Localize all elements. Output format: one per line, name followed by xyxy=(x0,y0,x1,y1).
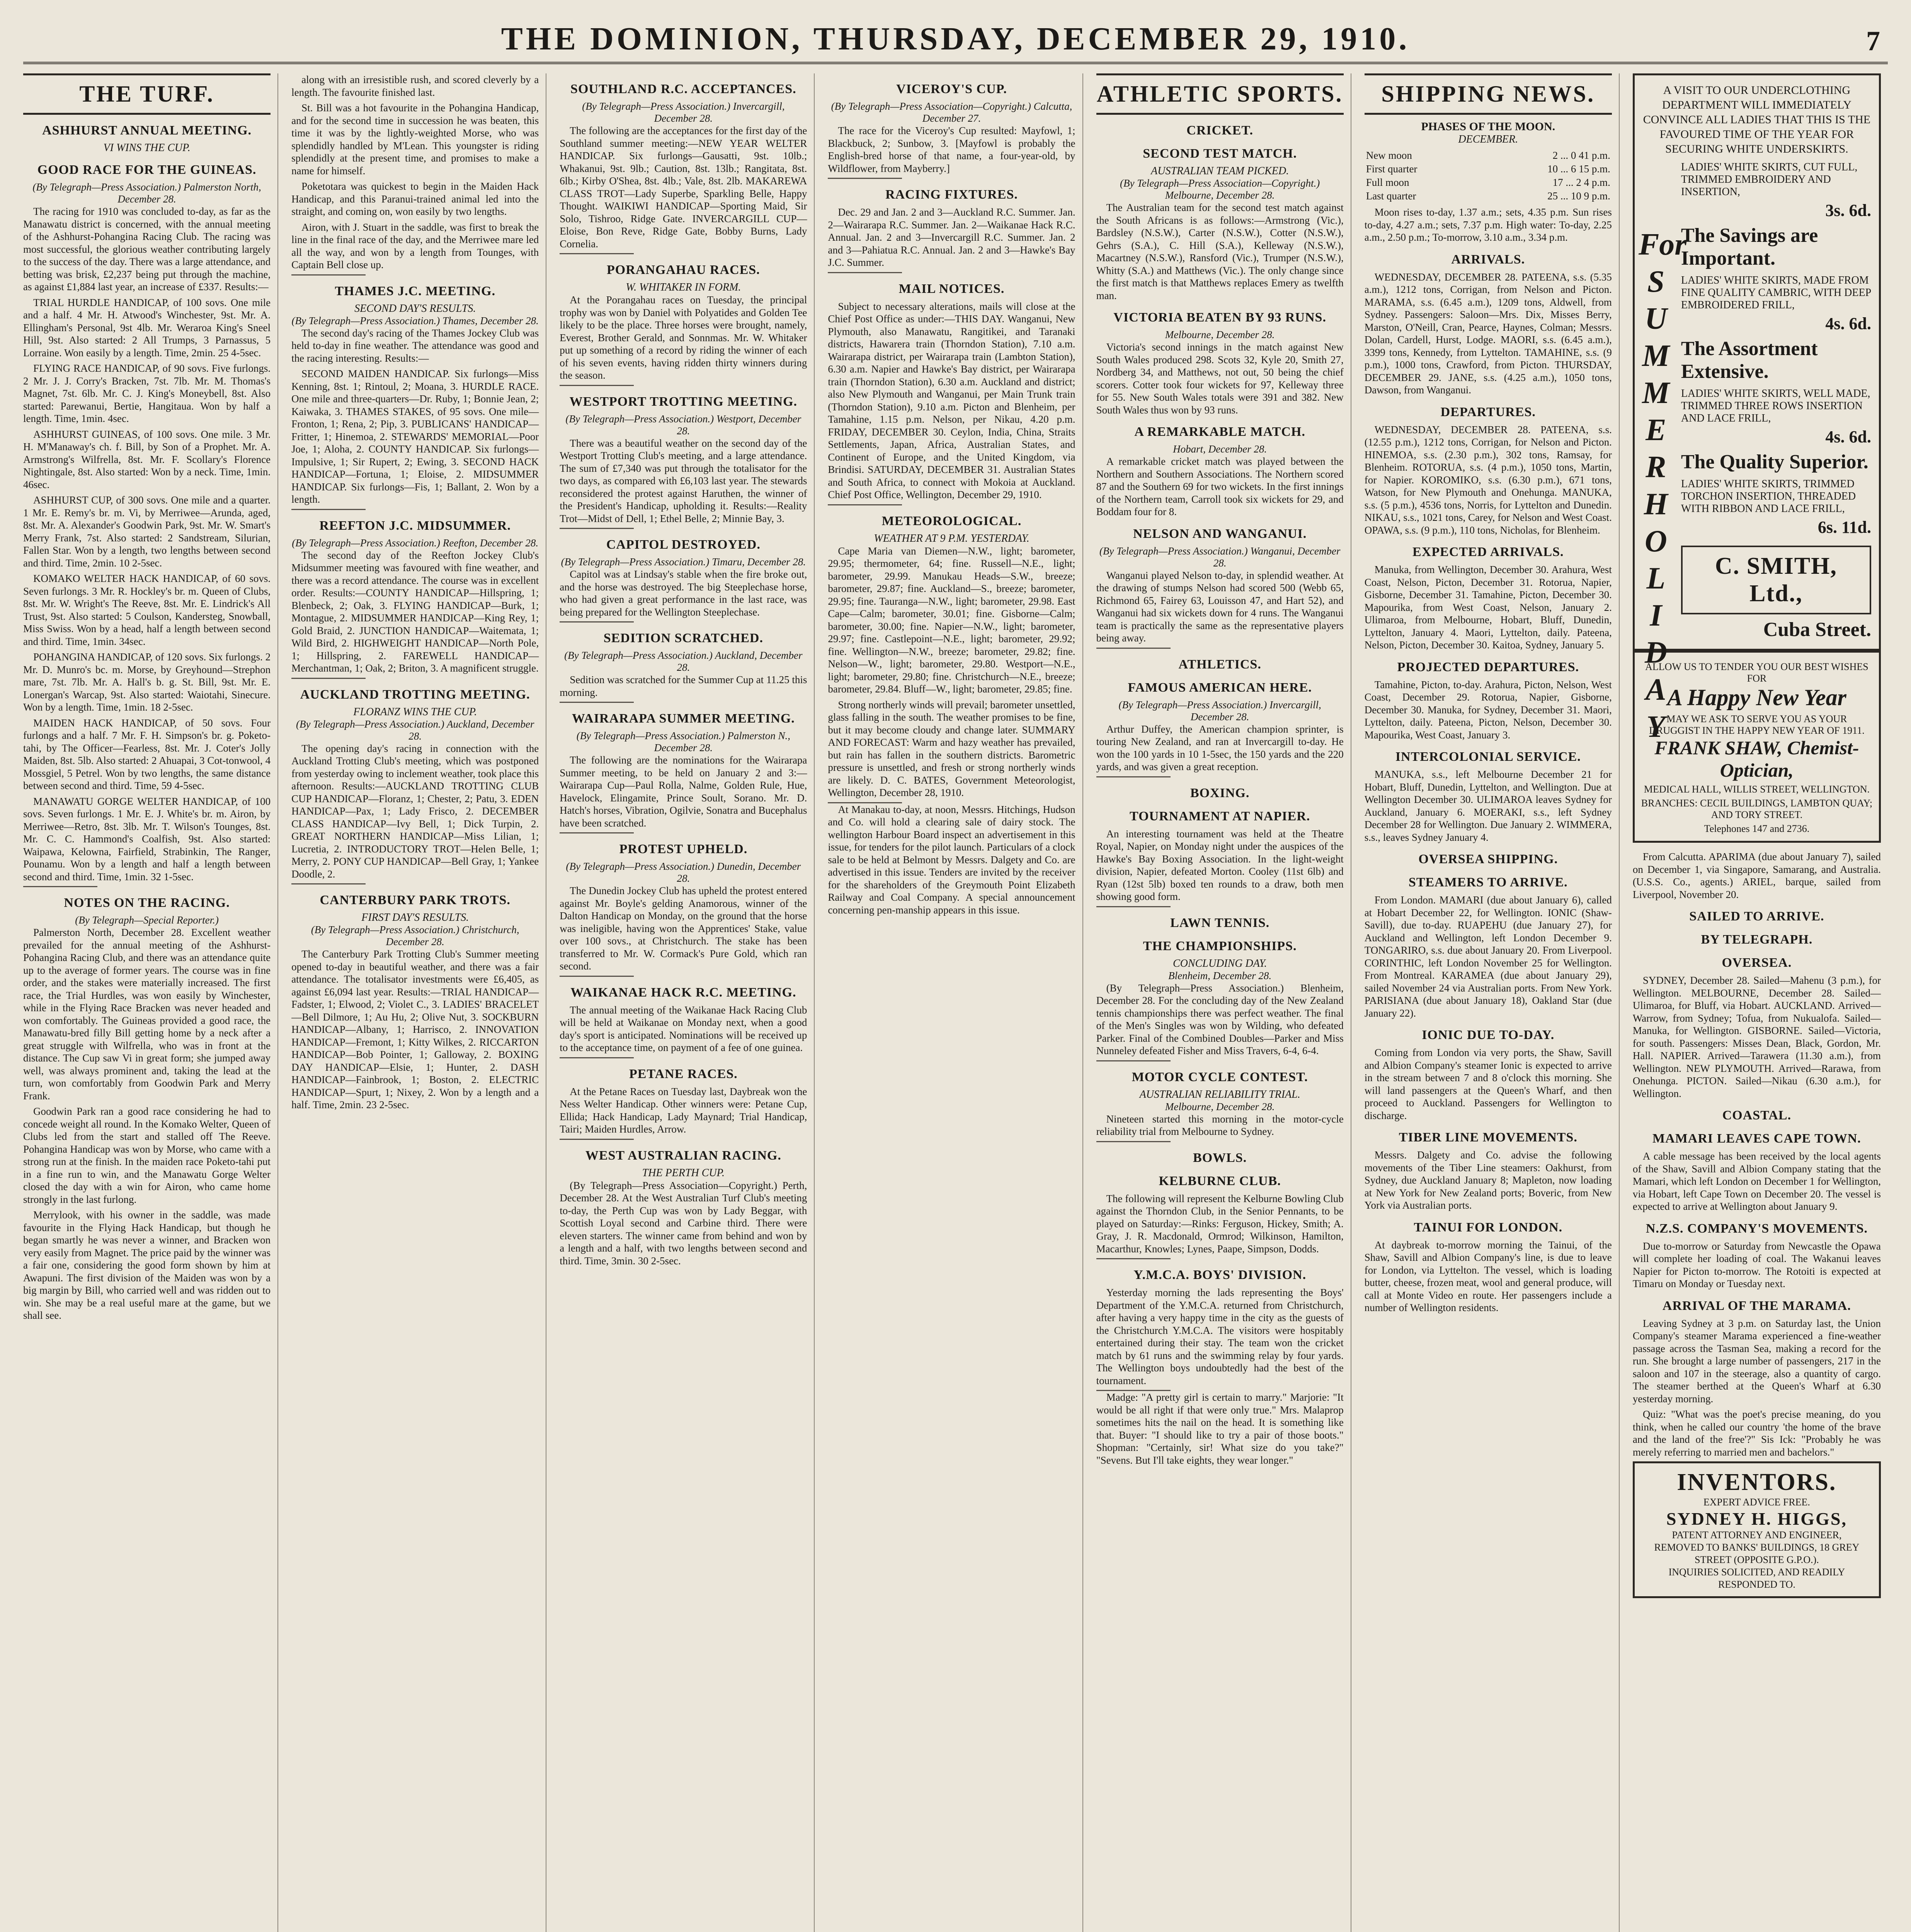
story-body: A cable message has been received by the local agents of the Shaw, Savill and Albion Company stating that the Mamari, which left London on December 1 for Wellington, via Hobart, left Cape Town on December 20. The vessel is expected to arrive at Wellington about January 9. xyxy=(1632,1150,1881,1212)
story-body: The following are the acceptances for the first day of the Southland summer meeting:—NEW YEAR WELTER HANDICAP. Six furlongs—Gausatti, 9st. 10lb.; Whakanui, 9st. 9lb.; Caution, 8st. 13lb.; Rangitata, 8st. 6lb.; Kirby O'Shea, 8st. 4lb.; Vale, 8st. 2lb. MAKAREWA CLASS TROT—Lady Superbe, Sparkling Belle, Happy Thought. WAIKIWI HANDICAP—Sporting Maid, Sir Solo, Tishroo, Ridge Gate. INVERCARGILL CUP—Eloise, Bon Reve, Ridge Gate, Bobby Burns, Lady Cornelia. xyxy=(560,125,807,250)
vertical-letter: L xyxy=(1646,561,1666,595)
story-headline: BOXING. xyxy=(1190,786,1250,800)
divider xyxy=(560,1057,634,1058)
story-dateline: Melbourne, December 28. xyxy=(1165,1100,1275,1112)
ad-firm-name: C. SMITH, Ltd., xyxy=(1681,546,1871,614)
race-result: KOMAKO WELTER HACK HANDICAP, of 60 sovs. Seven furlongs. 3 Mr. R. Hockley's br. m. Queen of Clubs, 8st. Mr. W. Wright's The Reeve, 8st. Mr. E. Lindrick's All Trust, 9st. Also started: 5 Coulson, Kandersteg, Snowball, Miss Swiss. Won by a head, half a length between second and third. Time, 1min. 34sec. xyxy=(23,573,271,647)
column-6 xyxy=(1365,73,1620,1932)
story-body: Poketotara was quickest to begin in the Maiden Hack Handicap, and this Paranui-trained animal led into the straight, and coming on, won easily by two lengths. xyxy=(291,180,539,217)
story-body: Due to-morrow or Saturday from Newcastle the Opawa will complete her loading of coal. The Wakanui leaves Napier for Picton to-morrow. The Rotoiti is expected at Timaru on Monday or Tuesday next. xyxy=(1632,1240,1881,1289)
story-headline: RACING FIXTURES. xyxy=(885,187,1018,202)
race-result: FLYING RACE HANDICAP, of 90 sovs. Five furlongs. 2 Mr. J. J. Corry's Bracken, 7st. 7lb. Mr. M. Thomas's Magnet, 7st. 6lb. Mr. C. J. King's Moneybell, 8st. Also started: Parewanui, Bertie, Hangitaua. Won by half a length. Time, 1min. 4sec. xyxy=(23,362,271,424)
phase-cell: 17 ... 2 4 p.m. xyxy=(1552,177,1610,188)
ad-tagline: The Savings are Important. xyxy=(1681,224,1818,269)
vertical-letter: I xyxy=(1650,599,1662,633)
story-body: WEDNESDAY, DECEMBER 28. PATEENA, s.s. (5.35 a.m.), 1212 tons, Corrigan, from Nelson and Picton. MARAMA, s.s. (6.45 a.m.), 1209 tons, Aldwell, from Sydney. Passengers: Saloon—Mrs. Dix, Misses Berry, Marston, O'Neill, Cran, Pearce, Haynes, Colman; Messrs. Dolan, Cardell, Hurst, Lodge. MAORI, s.s. (6.45 a.m.), 3399 tons, Kennedy, from Lyttelton. TAMAHINE, s.s. (9 p.m.), 1000 tons, Crawford, from Picton. THURSDAY, DECEMBER 29. JANE, s.s. (4.25 a.m.), 1050 tons, Dawson, from Wanganui. xyxy=(1364,271,1612,396)
divider xyxy=(1096,776,1171,777)
ad-item-text: LADIES' WHITE SKIRTS, MADE FROM FINE QUALITY CAMBRIC, WITH DEEP EMBROIDERED FRILL, xyxy=(1681,274,1871,311)
ad-price: 4s. 6d. xyxy=(1825,427,1871,446)
story-subheadline: CONCLUDING DAY. xyxy=(1173,957,1267,969)
divider xyxy=(291,678,366,679)
phase-cell: Last quarter xyxy=(1366,190,1416,202)
vertical-letter: U xyxy=(1644,302,1667,336)
vertical-letter: H xyxy=(1644,487,1668,521)
story-body: Goodwin Park ran a good race considering he had to concede weight all round. In the Komako Welter, Queen of Clubs led from the start and stalled off The Reeve. Pohangina Handicap was won by Morse, who came with a strong run at the finish. In the maiden race Poketo-tahi put in a fine run to win, and the Manawatu Gorge Welter closed the day with a win for Airon, who came home strongly in the last furlong. xyxy=(23,1105,271,1205)
phases-heading: PHASES OF THE MOON. xyxy=(1421,120,1555,133)
story-dateline: (By Telegraph—Press Association.) Wanganui, December 28. xyxy=(1099,545,1341,569)
masthead xyxy=(23,15,1888,64)
story-headline: FAMOUS AMERICAN HERE. xyxy=(1128,680,1312,695)
phase-cell: 25 ... 10 9 p.m. xyxy=(1547,190,1610,202)
story-body: The following are the nominations for the Wairarapa Summer meeting, to be held on January 2 and 3:—Wairarapa Cup—Paul Rolla, Nalme, Golden Rule, Hue, Havelock, Elingamite, Prince Soult, Sorano. Mr. D. Hatch's horses, Vibration, Ogilvie, Sonatra and Bucephalus have been scratched. xyxy=(560,754,807,829)
divider xyxy=(560,832,634,833)
story-body: St. Bill was a hot favourite in the Pohangina Handicap, and for the second time in succession he was beaten, this time it was by the lightly-weighted Morse, who was splendidly handled by M'Lean. This youngster is riding splendidly at the present time, and promises to make a name for himself. xyxy=(291,102,539,177)
story-headline: MAIL NOTICES. xyxy=(898,281,1005,296)
race-result: ASHHURST CUP, of 300 sovs. One mile and a quarter. 1 Mr. E. Remy's br. m. Vi, by Merriwee—Arunda, aged, 8st. Mr. A. Alexander's Goodwin Park, 9st. Mr. W. Smart's Merry Frank, 7st. Also started: 2 Sandstream, Silurian, Fallen Star. Won by a length, two lengths between second and third. Time, 2min. 10 2-5sec. xyxy=(23,494,271,569)
page-number: 7 xyxy=(1866,26,1880,56)
story-headline: KELBURNE CLUB. xyxy=(1159,1173,1281,1188)
column-4 xyxy=(828,73,1083,1932)
story-headline: VICEROY'S CUP. xyxy=(896,82,1007,96)
divider xyxy=(1096,906,1171,907)
story-body: Messrs. Dalgety and Co. advise the following movements of the Tiber Line steamers: Oakhurst, from Sydney, due Auckland January 8; Mapleton, now loading at New York for New Zealand ports; Boveric, from New York via Australian ports. xyxy=(1364,1149,1612,1211)
column-2 xyxy=(291,73,546,1932)
story-headline: A REMARKABLE MATCH. xyxy=(1134,425,1305,439)
vertical-letter: A xyxy=(1646,673,1666,707)
story-dateline: (By Telegraph—Press Association.) Timaru, December 28. xyxy=(561,556,806,568)
race-result: TRIAL HURDLE HANDICAP, of 100 sovs. One mile and a half. 4 Mr. H. Atwood's Winchester, 9st. Mr. A. Ellingham's Personal, 9st 4lb. Mr. Weraroa King's Sneel Hill, 9st. Also started: 2 All Trumps, 3 Parnassus, 5 Lorraine. Won easily by a length. Time, 2min. 25 4-5sec. xyxy=(23,296,271,359)
story-headline: PROTEST UPHELD. xyxy=(619,842,748,856)
story-dateline: (By Telegraph—Press Association—Copyright.) Melbourne, December 28. xyxy=(1120,177,1320,201)
story-dateline: (By Telegraph—Press Association.) Auckland, December 28. xyxy=(564,650,803,673)
column-5 xyxy=(1096,73,1351,1932)
story-body: Leaving Sydney at 3 p.m. on Saturday last, the Union Company's steamer Marama experienced a fine-weather passage across the Tasman Sea, making a record for the run. She brought a large number of passengers, 217 in the saloon and 107 in the steerage, also a quantity of cargo. The steamer berthed at the Queen's Wharf at 6.30 yesterday morning. xyxy=(1632,1317,1881,1405)
story-dateline: (By Telegraph—Press Association.) Palmerston N., December 28. xyxy=(576,730,790,753)
story-body: Merrylook, with his owner in the saddle, was made favourite in the Flying Hack Handicap, but though he began smartly he was never a winner, and Bracken won very easily from Magnet. The price paid by the winner was a fair one, considering the good form shown by him at Awapuni. The first division of the Maiden was won by a big margin by Bill, who carried well and was ridden out to win. She may be a real useful mare at the game, but we shall see. xyxy=(23,1209,271,1321)
story-body: The second day of the Reefton Jockey Club's Midsummer meeting was favoured with fine weather, and there was a record attendance. The course was in excellent order. Results:—COUNTY HANDICAP—Hillspring, 1; Blenbeck, 2; Oak, 3. FLYING HANDICAP—Burk, 1; Montague, 2. MIDSUMMER HANDICAP—King Rey, 1; Gold Braid, 2. JUNCTION HANDICAP—Waitemata, 1; Wild Bird, 2. HIGHWEIGHT HANDICAP—North Pole, 1; Hillspring, 2. FAREWELL HANDICAP—Merchantman, 1; Oak, 2; Briton, 3. A magnificent struggle. xyxy=(291,549,539,674)
story-body: along with an irresistible rush, and scored cleverly by a length. The favourite finished last. xyxy=(291,74,539,98)
story-dateline: (By Telegraph—Press Association.) Palmerston North, December 28. xyxy=(32,181,261,205)
divider xyxy=(828,178,902,179)
phase-row xyxy=(1365,176,1612,189)
story-headline: PROJECTED DEPARTURES. xyxy=(1397,660,1579,674)
story-body: There was a beautiful weather on the second day of the Westport Trotting Club's meeting, and a large attendance. The sum of £7,340 was put through the totalisator for the two days, as compared with £6,103 last year. The stewards reconsidered the protest against Haruthen, the winner of the President's Handicap, upholding it. Results:—Reality Trot—Midst of Dell, 1; Ethel Belle, 2; Minnie Bay, 3. xyxy=(560,437,807,524)
ad-price: 3s. 6d. xyxy=(1825,201,1871,220)
story-subheadline: FLORANZ WINS THE CUP. xyxy=(353,706,477,718)
ad-item-text: LADIES' WHITE SKIRTS, CUT FULL, TRIMMED EMBROIDERY AND INSERTION, xyxy=(1681,161,1858,198)
story-body: Strong northerly winds will prevail; barometer unsettled, glass falling in the south. The weather promises to be fine, but it may become cloudy and change later. SUMMARY AND FORECAST: Warm and hazy weather has prevailed, but rain has fallen in the southern districts. Barometric pressure is unsettled, and fresh or strong northerly winds are likely. D. C. BATES, Government Meteorologist, Wellington, December 28, 1910. xyxy=(828,699,1075,798)
story-body: Sedition was scratched for the Summer Cup at 11.25 this morning. xyxy=(560,674,807,698)
story-body: A remarkable cricket match was played between the Northern and Southern Associations. The Northern scored 87 and the Southern 69 for two wickets. In the first innings of the Northern team, Carroll took six wickets for 29, and Boddam four for 8. xyxy=(1096,456,1344,517)
story-headline: TIBER LINE MOVEMENTS. xyxy=(1399,1130,1577,1145)
story-body: SYDNEY, December 28. Sailed—Mahenu (3 p.m.), for Wellington. MELBOURNE, December 28. Sailed—Ulimaroa, for Bluff, via Hobart. AUCKLAND. Arrived—Warrow, from Sydney; Tofua, from Nukualofa. Sailed—Manuka, for Wellington. GISBORNE. Sailed—Victoria, for south. Passengers: Misses Dean, Black, Gordon, Mr. Hall. NAPIER. Arrived—Tarawera (11.30 a.m.), from Wellington. NEW PLYMOUTH. Arrived—Rarawa, from Onehunga. PICTON. Sailed—Nikau (6.30 a.m.), for Wellington. xyxy=(1632,975,1881,1099)
phase-cell: New moon xyxy=(1366,150,1412,161)
story-headline: OVERSEA. xyxy=(1722,956,1792,970)
story-headline: GOOD RACE FOR THE GUINEAS. xyxy=(37,163,257,177)
divider xyxy=(560,528,634,529)
ad-line: EXPERT ADVICE FREE. xyxy=(1703,1497,1810,1508)
story-headline: IONIC DUE TO-DAY. xyxy=(1422,1028,1555,1042)
story-headline: TOURNAMENT AT NAPIER. xyxy=(1130,809,1310,823)
divider xyxy=(560,385,634,386)
story-headline: BY TELEGRAPH. xyxy=(1701,932,1813,947)
story-body: Tamahine, Picton, to-day. Arahura, Picton, Nelson, West Coast, December 29. Rotorua, Napier, Gisborne, December 30. Manuka, for Sydney, December 31. Maori, Lyttelton, daily. Pateena, Picton, Nelson, December 30. Mapourika, West Coast, January 3. xyxy=(1364,679,1612,741)
story-body: MANUKA, s.s., left Melbourne December 21 for Hobart, Bluff, Dunedin, Lyttelton, and Wellington. Due at Wellington December 30. ULIMAROA leaves Sydney for Auckland, January 6. MOERAKI, s.s., left Sydney December 28 for Wellington. Due January 2. WIMMERA, s.s., leaves Sydney January 4. xyxy=(1364,769,1612,843)
story-body: The following will represent the Kelburne Bowling Club against the Thorndon Club, in the Senior Pennants, to be played on Saturday:—Rinks: Ferguson, Hickey, Smith; A. Gray, J. R. Macdonald, Ormrod; Wilkinson, Hamilton, Macarthur, Knowles; Lynes, Paape, Simpson, Dodds. xyxy=(1096,1192,1344,1255)
story-headline: INTERCOLONIAL SERVICE. xyxy=(1395,750,1581,764)
story-dateline: (By Telegraph—Press Association.) Westport, December 28. xyxy=(565,413,801,437)
divider xyxy=(828,504,902,505)
story-subheadline: VI WINS THE CUP. xyxy=(103,142,191,154)
story-body: (By Telegraph—Press Association—Copyright.) Perth, December 28. At the West Australian Turf Club's meeting to-day, the Perth Cup was won by Lady Beggar, with Scottish Loyal second and Carbine third. There were eleven starters. The winner came from behind and won by a length and a half, with two lengths between second and third. Time, 3min. 30 2-5sec. xyxy=(560,1179,807,1267)
story-headline: THE CHAMPIONSHIPS. xyxy=(1143,939,1297,953)
divider xyxy=(1096,1258,1171,1259)
phase-cell: 2 ... 0 41 p.m. xyxy=(1552,150,1610,161)
divider xyxy=(560,976,634,977)
ad-headline: A Happy New Year xyxy=(1667,685,1846,710)
story-body: Madge: "A pretty girl is certain to marry." Marjorie: "It would be all right if that were only true." Mrs. Malaprop sometimes hits the nail on the head. It is something like that. Buyer: "I should like to try a pair of those boots." Shopman: "Certainly, sir! What size do you take?" "Sevens. But I'll take eights, they wear longer." xyxy=(1096,1391,1344,1466)
ad-lead-text: A VISIT TO OUR UNDERCLOTHING DEPARTMENT WILL IMMEDIATELY CONVINCE ALL LADIES THAT THIS IS THE FAVOURED TIME OF THE YEAR FOR SECURING WHITE UNDERSKIRTS. xyxy=(1643,84,1871,155)
ad-phone: Telephones 147 and 2736. xyxy=(1704,823,1810,834)
ad-sub-line: MAY WE ASK TO SERVE YOU AS YOUR DRUGGIST IN THE HAPPY NEW YEAR OF 1911. xyxy=(1649,713,1865,736)
story-headline: METEOROLOGICAL. xyxy=(881,514,1022,528)
ad-firm-street: Cuba Street. xyxy=(1763,619,1871,641)
ad-vertical-text xyxy=(1638,226,1687,745)
moon-phases-table xyxy=(1365,149,1612,203)
story-headline: VICTORIA BEATEN BY 93 RUNS. xyxy=(1113,310,1326,325)
advertisement-inventors xyxy=(1633,1461,1881,1598)
phase-row xyxy=(1365,189,1612,203)
vertical-letter: O xyxy=(1644,524,1667,558)
story-dateline: (By Telegraph—Press Association.) Reefton, December 28. xyxy=(292,537,539,549)
masthead-title: THE DOMINION, THURSDAY, DECEMBER 29, 1910. xyxy=(501,20,1410,57)
story-headline: ATHLETICS. xyxy=(1178,657,1261,672)
story-headline: CAPITOL DESTROYED. xyxy=(606,537,761,552)
ad-item-text: LADIES' WHITE SKIRTS, WELL MADE, TRIMMED THREE ROWS INSERTION AND LACE FRILL, xyxy=(1681,388,1870,424)
section-title-athletic: ATHLETIC SPORTS. xyxy=(1096,73,1344,115)
phase-row xyxy=(1365,162,1612,176)
story-body: (By Telegraph—Press Association.) Blenheim, December 28. For the concluding day of the New Zealand tennis championships there was perfect weather. The final of the Men's Singles was won by Wilding, who defeated Parker. Final of the Combined Doubles—Parker and Miss Nunneley defeated Fisher and Miss Travers, 6-4, 6-4. xyxy=(1096,982,1344,1056)
story-subheadline: SECOND DAY'S RESULTS. xyxy=(354,302,476,315)
story-body: Cape Maria van Diemen—N.W., light; barometer, 29.95; thermometer, 64; fine. Russell—N.E., light; barometer, 29.99. Manukau Heads—S.W., breeze; barometer, 29.87; fine. Auckland—S., breeze; barometer, 29.95; fine. Tauranga—N.W., light; barometer, 29.98. East Cape—Calm; barometer, 30.01; fine. Gisborne—Calm; barometer, 30.00; fine. Napier—N.W., light; barometer, 29.97; fine. Castlepoint—N.E., light; barometer, 29.92; fine. Wellington—N.W., breeze; barometer, 29.82; fine. Nelson—W., light; barometer, 29.80. Westport—N.E., light; barometer, 29.80; fine. Christchurch—N.E., breeze; barometer, 29.84. Bluff—W., light; barometer, 29.85; fine. xyxy=(828,545,1075,695)
story-body: Coming from London via very ports, the Shaw, Savill and Albion Company's steamer Ionic is expected to arrive in the stream between 7 and 8 o'clock this morning. She will land passengers at the Queen's Wharf, and then proceed to Auckland. Passengers for Wellington to discharge. xyxy=(1364,1047,1612,1121)
divider xyxy=(291,883,366,884)
story-headline: TAINUI FOR LONDON. xyxy=(1414,1220,1563,1235)
story-headline: EXPECTED ARRIVALS. xyxy=(1412,545,1564,559)
race-result: POHANGINA HANDICAP, of 120 sovs. Six furlongs. 2 Mr. D. Munro's bc. m. Morse, by Greyhound—Strephon mare, 7st. 7lb. Mr. A. Hall's b. g. St. Bill, 9st. Mr. E. Lonergan's Warcap, 9st. Also started: Waiotahi, Sinecure. Won by a length. Time, 1min. 18 2-5sec. xyxy=(23,651,271,713)
story-body: The opening day's racing in connection with the Auckland Trotting Club's meeting, which was postponed from yesterday owing to inclement weather, took place this afternoon. Results:—AUCKLAND TROTTING CLUB CUP HANDICAP—Floranz, 1; Chester, 2; Patu, 3. EDEN HANDICAP—Pax, 1; Lady Frisco, 2. DECEMBER CLASS HANDICAP—Ivy Bell, 1; Dick Turpin, 2. GREAT NORTHERN HANDICAP—Miss Lilian, 1; Lucretia, 2. INTRODUCTORY TROT—Helen Belle, 1; Merry, 2. PONY CUP HANDICAP—Bell Gray, 1; Yankee Doodle, 2. xyxy=(291,742,539,880)
divider xyxy=(291,274,366,276)
story-headline: Y.M.C.A. BOYS' DIVISION. xyxy=(1133,1268,1307,1282)
story-subheadline: FIRST DAY'S RESULTS. xyxy=(361,912,469,923)
ad-line: PATENT ATTORNEY AND ENGINEER, xyxy=(1672,1529,1842,1541)
story-headline: NOTES ON THE RACING. xyxy=(64,896,230,910)
story-body: From London. MAMARI (due about January 6), called at Hobart December 22, for Wellington. IONIC (Shaw-Savill), due to-day. RUAPEHU (due January 27), for Auckland and Wellington, left London December 9. TONGARIRO, s.s. due about January 20. From Liverpool. CORINTHIC, left London November 25 for Wellington. From Montreal. KARAMEA (due about January 29), sailed November 24 via Australian ports. From New York. PARISIANA (due about January 18), Oakland Star (due January 22). xyxy=(1364,894,1612,1019)
ad-item-text: LADIES' WHITE SKIRTS, TRIMMED TORCHON INSERTION, THREADED WITH RIBBON AND LACE FRILL, xyxy=(1681,478,1856,515)
divider xyxy=(828,272,902,273)
race-result: ASHHURST GUINEAS, of 100 sovs. One mile. 3 Mr. H. M'Manaway's ch. f. Bill, by Son of a Prophet. Mr. A. Armstrong's Wilfrella, 8st. Mr. F. Scollary's Florence Nightingale, 8st. Also started: Won by a neck. Time, 1min. 46sec. xyxy=(23,428,271,490)
story-body: WEDNESDAY, DECEMBER 28. PATEENA, s.s. (12.55 p.m.), 1212 tons, Corrigan, for Nelson and Picton. HINEMOA, s.s. (2.30 p.m.), 302 tons, Ramsay, for Blenheim. ROTORUA, s.s. (4 p.m.), 1050 tons, Martin, for Napier. KOROMIKO, s.s. (6.30 p.m.), 671 tons, Watson, for New Plymouth and Onehunga. MANUKA, s.s. (5 p.m.), 4536 tons, Norris, for Lyttelton and Dunedin. NIKAU, s.s., 1021 tons, Carey, for Nelson and West Coast. OPAWA, s.s. (9 p.m.), 110 tons, Nicholas, for Blenheim. xyxy=(1364,423,1612,536)
story-body: At the Petane Races on Tuesday last, Daybreak won the Ness Welter Handicap. Other winners were: Petane Cup, Ellida; Hack Handicap, Lady Maynard; Trial Handicap, Tairi; Maiden Hurdles, Arrow. xyxy=(560,1085,807,1135)
divider xyxy=(1096,1141,1171,1142)
story-headline: ARRIVAL OF THE MARAMA. xyxy=(1662,1298,1851,1313)
phase-row xyxy=(1365,149,1612,162)
ad-price: 6s. 11d. xyxy=(1817,518,1871,537)
story-body: Capitol was at Lindsay's stable when the fire broke out, and the horse was destroyed. The big Steeplechase horse, who had given a great performance in the last race, was being prepared for the Wellington Steeplechase. xyxy=(560,568,807,618)
story-headline: SOUTHLAND R.C. ACCEPTANCES. xyxy=(570,82,796,96)
story-body: Wanganui played Nelson to-day, in splendid weather. At the drawing of stumps Nelson had scored 500 (Webb 65, Richmond 65, Fairey 63, Louisson 47, and Hart 52), and Wanganui had six wickets down for 4 runs. The Wanganui team is practically the same as the representative players being away. xyxy=(1096,569,1344,644)
vertical-letter: M xyxy=(1642,376,1670,410)
divider xyxy=(560,253,634,254)
story-body: An interesting tournament was held at the Theatre Royal, Napier, on Monday night under the auspices of the Hawke's Bay Boxing Association. In the light-weight division, Napier, defeated Morton. Cooley (11st 6lb) and Ryan (12st 5lb) boxed ten rounds to a draw, both men showing good form. xyxy=(1096,828,1344,902)
story-headline: WAIKANAE HACK R.C. MEETING. xyxy=(570,985,796,1000)
story-dateline: Blenheim, December 28. xyxy=(1168,969,1272,981)
story-headline: SEDITION SCRATCHED. xyxy=(603,631,763,645)
story-headline: OVERSEA SHIPPING. xyxy=(1418,852,1558,866)
story-headline: DEPARTURES. xyxy=(1440,405,1536,419)
story-dateline: (By Telegraph—Press Association.) Invercargill, December 28. xyxy=(582,100,785,124)
story-subheadline: WEATHER AT 9 P.M. YESTERDAY. xyxy=(874,532,1030,544)
story-dateline: Melbourne, December 28. xyxy=(1165,329,1275,340)
story-body: The second day's racing of the Thames Jockey Club was held to-day in fine weather. The attendance was good and the racing interesting. Results:— xyxy=(291,327,539,364)
story-headline: CANTERBURY PARK TROTS. xyxy=(320,893,511,907)
story-headline: SAILED TO ARRIVE. xyxy=(1689,909,1824,923)
story-body: The racing for 1910 was concluded to-day, as far as the Manawatu district is concerned, with the annual meeting of the Ashhurst-Pohangina Racing Club. The racing was most successful, the glorious weather contributing largely to the success of the day. There was a large attendance, and betting was brisk, £2,237 being put through the machine, as against £1,884 last year, an increase of £337. Results:— xyxy=(23,206,271,293)
story-body: Palmerston North, December 28. Excellent weather prevailed for the annual meeting of the Ashhurst-Pohangina Racing Club, and there was an attendance quite up to the average of former years. The course was in fine order, and the stakes were materially increased. The first race, the Trial Hurdles, was won easily by Winchester, while in the Flying Race Bracken was never headed and won comfortably. The Guineas provided a good race, the Manawatu-bred filly Bill getting home by a neck after a great struggle with Wilfrella, who was in front at the distance. The Cup saw Vi in great form; she jumped away well, was always prominent and, taking the lead at the turn, won comfortably from Goodwin Park and Merry Frank. xyxy=(23,927,271,1102)
story-subheadline: THE PERTH CUP. xyxy=(642,1167,725,1179)
story-headline: MOTOR CYCLE CONTEST. xyxy=(1132,1070,1308,1084)
ad-headline: INVENTORS. xyxy=(1677,1469,1837,1495)
story-body: Arthur Duffey, the American champion sprinter, is touring New Zealand, and ran at Invercargill to-day. He won the 100 yards in 10 1-5sec, the 150 yards and the 220 yards, and was given a great reception. xyxy=(1096,723,1344,772)
vertical-letter: M xyxy=(1642,339,1670,373)
story-headline: COASTAL. xyxy=(1722,1108,1792,1122)
story-headline: ARRIVALS. xyxy=(1451,252,1525,267)
race-result: MAIDEN HACK HANDICAP, of 50 sovs. Four furlongs and a half. 7 Mr. F. H. Simpson's br. g. Poketo-tahi, by The Officer—Fearless, 8st. Mr. J. Coter's Jolly Maiden, 8st. 5lb. Also started: 2 Ahuapai, 3 Cot-tonwool, 4 Mossgiel, 5 Petrel. Won by two lengths, the same distance between second and third. Time, 59 4-5sec. xyxy=(23,717,271,791)
divider xyxy=(23,886,97,887)
story-body: Airon, with J. Stuart in the saddle, was first to break the line in the final race of the day, and the Merriwee mare led all the way, and won by a length from Tounges, with Captain Bell close up. xyxy=(291,221,539,270)
ad-tagline: The Assortment Extensive. xyxy=(1681,338,1818,383)
story-body: The Dunedin Jockey Club has upheld the protest entered against Mr. Boyle's gelding Anamorous, winner of the Dalton Handicap on Monday, on the ground that the horse was ineligible, having won the Apprentices' Stake, value over 100 sovs., at Christchurch. The stake has been transferred to Mr. W. Cormack's Pure Gold, which ran second. xyxy=(560,885,807,972)
phase-cell: First quarter xyxy=(1366,163,1418,175)
story-dateline: (By Telegraph—Press Association.) Christchurch, December 28. xyxy=(311,924,519,947)
story-headline: LAWN TENNIS. xyxy=(1170,915,1270,930)
story-subheadline: W. WHITAKER IN FORM. xyxy=(626,281,741,293)
story-body: The annual meeting of the Waikanae Hack Racing Club will be held at Waikanae on Monday next, when a good day's sport is anticipated. Nominations will be received up to the acceptance time, on payment of a fee of one guinea. xyxy=(560,1004,807,1053)
story-body: Subject to necessary alterations, mails will close at the Chief Post Office as under:—THIS DAY. Wanganui, New Plymouth, also Manawatu, Rangitikei, and Taranaki districts, Hawarera train (Thorndon Station), 7.10 a.m. Wairarapa district, per Wairarapa train (Lambton Station), 6.30 a.m. Napier and Hawke's Bay district, per Wairarapa train (Thorndon Station), 6.30 a.m. Auckland and district; also New Plymouth and Wanganui, per Main Trunk train (Thorndon Station), 9.10 a.m. Picton and Blenheim, per Tamahine, 1.15 p.m. Nelson, per Nikau, 4.20 p.m. FRIDAY, DECEMBER 30. Ceylon, India, China, Straits Settlements, Japan, Africa, Australian States, and Continent of Europe, and the United Kingdom, via Brindisi. SATURDAY, DECEMBER 31. Australian States and South Africa, to connect with Mokoia at Auckland. Chief Post Office, Wellington, December 29, 1910. xyxy=(828,300,1075,500)
story-headline: CRICKET. xyxy=(1186,123,1253,138)
story-body: Dec. 29 and Jan. 2 and 3—Auckland R.C. Summer. Jan. 2—Wairarapa R.C. Summer. Jan. 2—Waikanae Hack R.C. Annual. Jan. 2 and 3—Invercargill R.C. Summer. Jan. 2 and 3—Pahiatua R.C. Annual. Jan. 2 and 3—Hawke's Bay J.C. Summer. xyxy=(828,206,1075,268)
story-headline: ASHHURST ANNUAL MEETING. xyxy=(42,123,252,138)
tide-info: Moon rises to-day, 1.37 a.m.; sets, 4.35 p.m. Sun rises to-day, 4.27 a.m.; sets, 7.37 p.m. High water: To-day, 2.25 a.m., 2.50 p.m.; To-morrow, 3.10 a.m., 3.34 p.m. xyxy=(1364,206,1612,243)
story-headline: AUCKLAND TROTTING MEETING. xyxy=(300,687,530,702)
ad-line: INQUIRIES SOLICITED, AND READILY RESPONDED TO. xyxy=(1668,1566,1845,1590)
story-body: Manuka, from Wellington, December 30. Arahura, West Coast, Nelson, Picton, December 31. Rotorua, Napier, Gisborne, December 31. Tamahine, Picton, December 30. Mapourika, from West Coast, Nelson, January 2. Ulimaroa, from Melbourne, Hobart, Bluff, Dunedin, Lyttelton, January 4. Maori, Lyttelton, daily. Pateena, Nelson, Picton, December 30. Kaitoa, Sydney, January 5. xyxy=(1364,564,1612,651)
story-body: At Manakau to-day, at noon, Messrs. Hitchings, Hudson and Co. will hold a clearing sale of dairy stock. The wellington Harbour Board inspect an advertisement in this issue, for tenders for the pilot launch. Particulars of a clock sale to be held at Belmont by Messrs. Dalgety and Co. are advertised in this issue. Tenders are invited by the receiver for the shareholders of the Greymouth Point Elizabeth Railway and Coal Company. A special announcement concerning pen-manship appears in this issue. xyxy=(828,803,1075,916)
story-headline: NELSON AND WANGANUI. xyxy=(1133,526,1307,541)
story-subheadline: AUSTRALIAN RELIABILITY TRIAL. xyxy=(1139,1088,1300,1100)
story-dateline: Hobart, December 28. xyxy=(1173,443,1267,455)
story-dateline: (By Telegraph—Special Reporter.) xyxy=(75,914,219,926)
story-body: Nineteen started this morning in the motor-cycle reliability trial from Melbourne to Sydney. xyxy=(1096,1113,1344,1137)
ad-branches: BRANCHES: CECIL BUILDINGS, LAMBTON QUAY; AND TORY STREET. xyxy=(1641,798,1873,820)
column-7 xyxy=(1633,73,1888,1932)
section-title-turf: THE TURF. xyxy=(23,73,271,115)
ad-firm-name: SYDNEY H. HIGGS, xyxy=(1666,1509,1847,1529)
story-headline: STEAMERS TO ARRIVE. xyxy=(1408,875,1568,889)
divider xyxy=(560,1139,634,1140)
column-3 xyxy=(560,73,815,1932)
story-body: The Canterbury Park Trotting Club's Summer meeting opened to-day in beautiful weather, and there was a fair attendance. The totalisator investments were £6,405, as against £6,094 last year. Results:—TRIAL HANDICAP—Fadster, 1; Elwood, 2; Violet C., 3. LADIES' BRACELET—Bell Dilmore, 1; Au Hu, 2; Olive Nut, 3. SOCKBURN HANDICAP—Albany, 1; Harrisco, 2. INNOVATION HANDICAP—Fremont, 1; Kitty Wilkes, 2. RICCARTON HANDICAP—Bob Pointer, 1; Galloway, 2. BOXING DAY HANDICAP—Elsie, 1; Hunter, 2. DASH HANDICAP—Fainbrook, 1; Boston, 2. ELECTRIC HANDICAP—Spurt, 1; Nixey, 2. Won by a length and a half. Time, 2min. 23 2-5sec. xyxy=(291,948,539,1111)
ad-price: 4s. 6d. xyxy=(1825,314,1871,333)
vertical-letter: E xyxy=(1646,413,1666,447)
story-body: Quiz: "What was the poet's precise meaning, do you think, when he called our country 'the home of the brave and the land of the free'?" Sis Ick: "Probably he was merely referring to married men and bachelors." xyxy=(1632,1408,1881,1458)
story-dateline: (By Telegraph—Press Association.) Dunedin, December 28. xyxy=(566,861,801,884)
story-headline: WAIRARAPA SUMMER MEETING. xyxy=(572,711,795,726)
vertical-letter: For xyxy=(1638,228,1687,262)
divider xyxy=(291,509,366,510)
story-body: The race for the Viceroy's Cup resulted: Mayfowl, 1; Blackbuck, 2; Sunbow, 3. [Mayfowl is probably the English-bred horse of that name, a four-year-old, by Wildflower, from Mayberry.] xyxy=(828,125,1075,174)
story-dateline: (By Telegraph—Press Association.) Auckland, December 28. xyxy=(296,718,534,742)
story-dateline: (By Telegraph—Press Association.) Invercargill, December 28. xyxy=(1118,699,1321,723)
divider xyxy=(560,621,634,622)
divider xyxy=(1096,1060,1171,1061)
story-dateline: (By Telegraph—Press Association.) Thames, December 28. xyxy=(291,315,539,327)
ad-top-line: ALLOW US TO TENDER YOU OUR BEST WISHES FOR xyxy=(1645,661,1868,684)
race-result: MANAWATU GORGE WELTER HANDICAP, of 100 sovs. Seven furlongs. 1 Mr. E. J. White's br. m. Airon, by Merriwee—Retro, 8st. 3lb. Mr. T. Wilson's Tounges, 8st. Mr. C. C. Hammond's Coalfish, 9st. Also started: Waipawa, Kelowna, Fairfield, Strabinkin, The Ranger, Pounamu. Won by a length and half a length between second and third. Time, 1min. 32 1-5sec. xyxy=(23,795,271,883)
columns xyxy=(23,73,1888,1932)
story-headline: THAMES J.C. MEETING. xyxy=(335,284,496,298)
story-body: From Calcutta. APARIMA (due about January 7), sailed on December 1, via Singapore, Samarang, and Australia. (U.S.S. Co., agents.) ARIEL, barque, sailed from Liverpool, November 20. xyxy=(1632,851,1881,900)
vertical-letter: Y xyxy=(1646,710,1666,744)
column-1 xyxy=(23,73,278,1932)
vertical-letter: R xyxy=(1646,450,1666,484)
story-body: Victoria's second innings in the match against New South Wales produced 298. Scots 32, Kyle 20, Smith 27, Nordberg 34, and Matthews, not out, 50 being the chief scorers. Cotter took four wickets for 97, Kelleway three for 55. New South Wales totals were 391 and 382. New South Wales thus won by 93 runs. xyxy=(1096,341,1344,416)
story-headline: WESTPORT TROTTING MEETING. xyxy=(569,394,798,409)
story-dateline: (By Telegraph—Press Association—Copyright.) Calcutta, December 27. xyxy=(831,100,1072,124)
story-headline: SECOND TEST MATCH. xyxy=(1143,146,1297,161)
ad-line: REMOVED TO BANKS' BUILDINGS, 18 GREY STREET (OPPOSITE G.P.O.). xyxy=(1654,1542,1860,1565)
ad-tagline: The Quality Superior. xyxy=(1681,451,1868,473)
ad-firm-name: FRANK SHAW, Chemist-Optician, xyxy=(1654,737,1859,781)
story-body: Yesterday morning the lads representing the Boys' Department of the Y.M.C.A. returned from Christchurch, after having a very happy time in the city as the guests of the Christchurch Y.M.C.A. The visitors were hospitably entertained during their stay. The team won the cricket match by 61 runs and the swimming relay by four yards. The Wellington boys undoubtedly had the best of the tournament. xyxy=(1096,1287,1344,1386)
story-headline: PETANE RACES. xyxy=(629,1066,738,1081)
vertical-letter: D xyxy=(1644,636,1667,670)
story-subheadline: AUSTRALIAN TEAM PICKED. xyxy=(1151,165,1289,177)
story-body: The Australian team for the second test match against the South Africans is as follows:—Armstrong (Vic.), Bardsley (N.S.W.), Carter (N.S.W.), Cotter (N.S.W.), Gehrs (S.A.), C. Hill (S.A.), Kelleway (N.S.W.), Macartney (N.S.W.), Ransford (Vic.), Trumper (N.S.W.), Whitty (S.A.) and Matthews (Vic.). The only change since the first match is that Matthews replaces Emery as twelfth man. xyxy=(1096,202,1344,301)
story-body: At the Porangahau races on Tuesday, the principal trophy was won by Daniel with Polyatides and Golden Tee likely to be the place. Three horses were brought, namely, Everest, Brother Gerald, and Sonnmas. Mr. W. Whitaker put up something of a record by riding the winner of each of his seven events, having ridden thirty winners during the season. xyxy=(560,294,807,381)
story-body: At daybreak to-morrow morning the Tainui, of the Shaw, Savill and Albion Company's line, is due to leave for London, via Lyttelton. The vessel, which is loading butter, cheese, frozen meat, wool and general produce, will call at Monte Video en route. Her passengers include a number of Wellington residents. xyxy=(1364,1239,1612,1313)
story-headline: WEST AUSTRALIAN RACING. xyxy=(585,1148,781,1163)
ad-address: MEDICAL HALL, WILLIS STREET, WELLINGTON. xyxy=(1644,784,1870,795)
phases-month: DECEMBER. xyxy=(1458,133,1518,145)
story-headline: REEFTON J.C. MIDSUMMER. xyxy=(319,518,511,533)
divider xyxy=(1096,648,1171,649)
story-headline: N.Z.S. COMPANY'S MOVEMENTS. xyxy=(1646,1221,1868,1236)
section-title-shipping: SHIPPING NEWS. xyxy=(1365,73,1612,115)
vertical-letter: S xyxy=(1647,265,1665,299)
divider xyxy=(560,702,634,703)
story-headline: PORANGAHAU RACES. xyxy=(607,263,760,277)
race-result: SECOND MAIDEN HANDICAP. Six furlongs—Miss Kenning, 8st. 1; Rintoul, 2; Moana, 3. HURDLE RACE. One mile and three-quarters—Dr. Ruby, 1; Bonnie Jean, 2; Kaiwaka, 3. THAMES STAKES, of 95 sovs. One mile—Fronton, 1; Rena, 2; Pip, 3. PUBLICANS' HANDICAP—Fritter, 1; Hinemoa, 2. STEWARDS' MEMORIAL—Poor Joe, 1; Aloha, 2. COUNTY HANDICAP. Six furlongs—Impulsive, 1; Sir Rupert, 2; Ewing, 3. SECOND HACK HANDICAP—Fortuna, 1; Eloise, 2. MIDSUMMER HANDICAP. Six furlongs—Fis, 1; Ballant, 2. Won by a length. xyxy=(291,368,539,505)
story-headline: BOWLS. xyxy=(1193,1150,1247,1165)
story-headline: MAMARI LEAVES CAPE TOWN. xyxy=(1652,1131,1861,1146)
phase-cell: 10 ... 6 15 p.m. xyxy=(1547,163,1610,175)
phase-cell: Full moon xyxy=(1366,177,1409,188)
